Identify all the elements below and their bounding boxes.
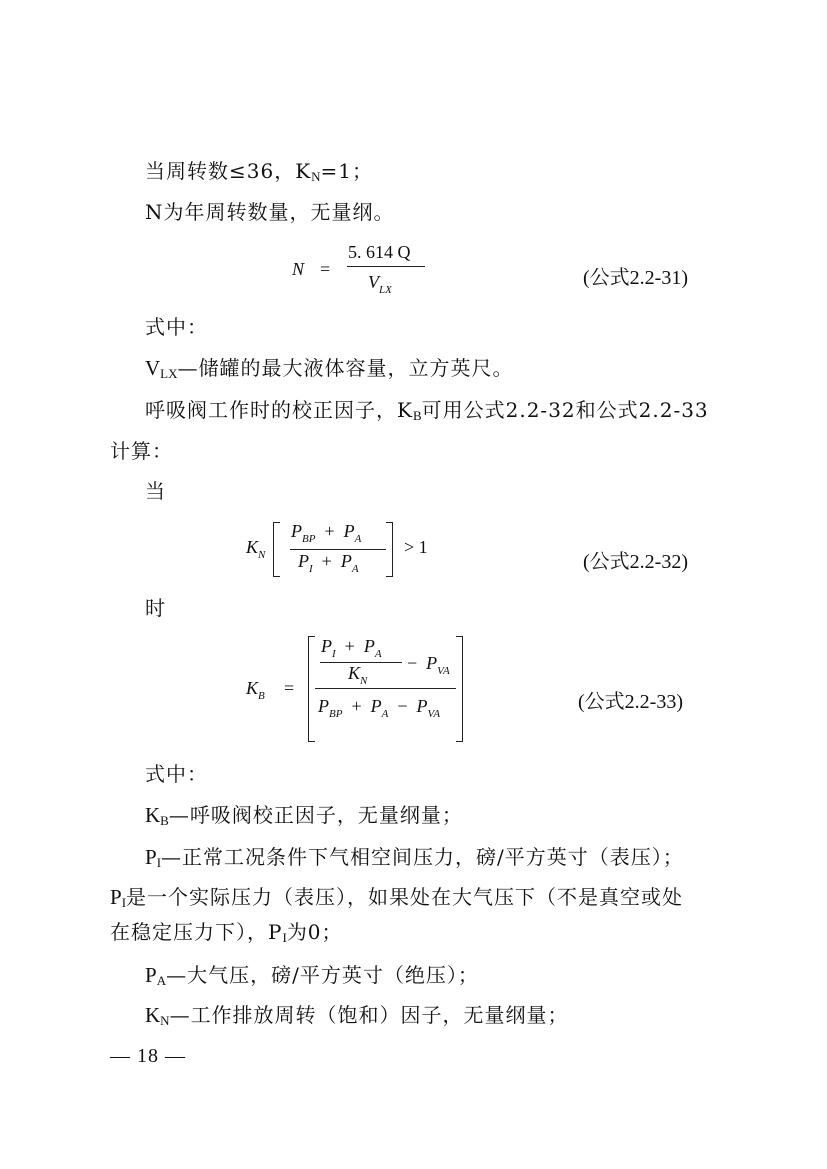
text: —储罐的最大液体容量，立方英尺。	[177, 356, 514, 380]
text: 呼吸阀工作时的校正因子，K	[145, 398, 413, 422]
left-bracket	[273, 522, 280, 577]
subscript: I	[121, 895, 127, 910]
math: +	[324, 521, 335, 541]
math: +	[344, 636, 355, 656]
math: P	[291, 521, 302, 541]
math: +	[321, 551, 332, 571]
text-line	[145, 398, 709, 428]
right-bracket	[456, 636, 463, 742]
text-line	[145, 356, 514, 386]
subscript: BP	[302, 533, 316, 545]
text-line	[110, 885, 683, 915]
subscript: LX	[379, 284, 392, 296]
math: +	[351, 696, 362, 716]
formula-label: (公式2.2-31)	[583, 267, 688, 289]
subscript: I	[332, 648, 336, 660]
text: K	[145, 803, 161, 827]
subscript: B	[258, 690, 265, 702]
subscript: A	[156, 973, 167, 988]
math: −	[407, 653, 418, 673]
subscript: VA	[427, 708, 441, 720]
math: K	[348, 663, 361, 683]
fraction-bar	[347, 266, 425, 267]
math: =	[320, 259, 331, 279]
text-line: 当	[145, 479, 166, 503]
subscript: N	[160, 1013, 170, 1028]
subscript: B	[160, 813, 169, 828]
subscript: I	[282, 930, 287, 945]
text-line: 计算：	[110, 439, 173, 463]
text-line: 式中：	[145, 762, 208, 786]
formula-label: (公式2.2-32)	[583, 551, 688, 573]
text: 为0；	[286, 920, 343, 944]
text: K	[145, 1003, 161, 1027]
text: P	[145, 845, 157, 869]
math: =	[284, 678, 295, 698]
subscript: A	[354, 533, 362, 545]
fraction-bar	[315, 688, 456, 689]
subscript: I	[309, 563, 313, 575]
math: P	[321, 636, 332, 656]
text: 是一个实际压力（表压），如果处在大气压下（不是真空或处	[126, 885, 684, 909]
math: P	[318, 696, 329, 716]
math: P	[298, 551, 309, 571]
text: 当周转数≤36，K	[145, 159, 312, 183]
subscript: N	[311, 169, 321, 184]
fraction-bar	[290, 549, 386, 550]
text-line	[110, 920, 343, 950]
math: 5. 614 Q	[348, 242, 411, 262]
subscript: B	[412, 408, 422, 423]
text: —正常工况条件下气相空间压力，磅/平方英寸（表压）；	[161, 845, 684, 869]
text: —大气压，磅/平方英寸（绝压）；	[166, 963, 479, 987]
math: −	[397, 696, 408, 716]
text: P	[145, 963, 157, 987]
text-line: 时	[145, 596, 166, 620]
page-number: — 18 —	[110, 1045, 186, 1067]
text: —呼吸阀校正因子，无量纲量；	[168, 803, 463, 827]
math: K	[246, 678, 259, 698]
formula-label: (公式2.2-33)	[578, 691, 683, 713]
text-line	[145, 159, 373, 189]
subscript: VA	[437, 665, 450, 677]
math: V	[368, 272, 379, 292]
text: 在稳定压力下），P	[110, 920, 283, 944]
math: P	[340, 551, 352, 571]
right-bracket	[386, 522, 393, 577]
subscript: A	[374, 648, 382, 660]
text: 可用公式2.2-32和公式2.2-33	[421, 398, 709, 422]
subscript: A	[351, 563, 359, 575]
math: N	[292, 259, 305, 279]
text: —工作排放周转（饱和）因子，无量纲量；	[169, 1003, 569, 1027]
subscript: LX	[160, 366, 178, 381]
text: P	[110, 885, 122, 909]
math: > 1	[404, 537, 428, 557]
subscript: I	[156, 855, 162, 870]
text-line	[145, 845, 684, 875]
text-line: N为年周转数量，无量纲。	[145, 200, 395, 224]
text: =1；	[320, 159, 374, 183]
math: P	[343, 521, 355, 541]
math: P	[363, 636, 375, 656]
subscript: N	[258, 549, 266, 561]
text: V	[145, 356, 161, 380]
text-line	[145, 1003, 569, 1033]
left-bracket	[308, 636, 315, 742]
math: P	[370, 696, 382, 716]
text-line	[145, 963, 479, 993]
math: P	[426, 653, 438, 673]
subscript: BP	[329, 708, 343, 720]
math: P	[416, 696, 428, 716]
math: K	[246, 537, 259, 557]
text-line	[145, 803, 463, 833]
text-line: 式中：	[145, 315, 208, 339]
subscript: A	[381, 708, 389, 720]
subscript: N	[360, 675, 368, 687]
